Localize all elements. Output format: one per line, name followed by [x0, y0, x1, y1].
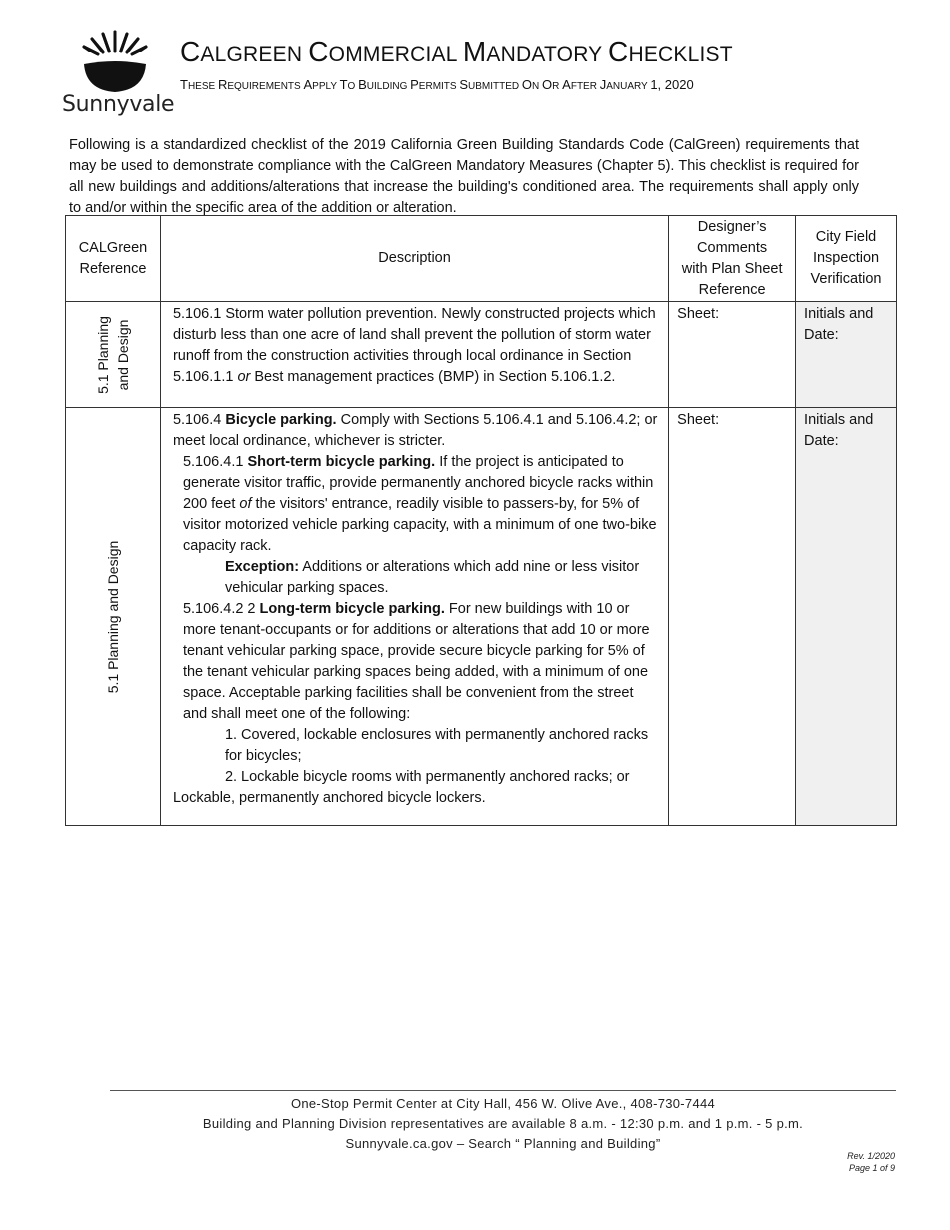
header-description: Description: [160, 216, 668, 302]
title-word: CHECKLIST: [608, 36, 733, 67]
footer-line-1: One-Stop Permit Center at City Hall, 456 W. Olive Ave., 408-730-7444: [290, 1096, 716, 1111]
footer: [110, 1094, 896, 1154]
row-reference: 5.1 Planning and Design: [66, 408, 161, 826]
revision-info: [847, 1150, 895, 1174]
header-comments: Designer’s Comments with Plan Sheet Reference: [669, 216, 796, 302]
header-city-verification: City Field Inspection Verification: [796, 216, 897, 302]
header-reference: CALGreen Reference: [66, 216, 161, 302]
title-word: MANDATORY: [462, 36, 609, 67]
checklist-table: [65, 215, 897, 826]
page-subtitle: THESE REQUIREMENTS APPLY TO BUILDING PERMITS SUBMITTED ON OR AFTER JANUARY 1, 2020: [180, 77, 694, 92]
table-row: [66, 302, 897, 408]
page-title: [180, 36, 733, 68]
intro-paragraph: Following is a standardized checklist of the 2019 California Green Building Standards Code (CalGreen) requirements that may be used to demonstrate compliance with the CalGreen Mandatory Measures (Chapter 5). This checklist is required for all new buildings and additions/alterations that increase the building's conditioned area. The requirements shall apply only to and/or within the specific area of the addition or alteration.: [69, 137, 859, 216]
footer-line-3: Sunnyvale.ca.gov – Search “ Planning and Building”: [345, 1136, 661, 1151]
page-number: Page 1 of 9: [848, 1163, 895, 1173]
designer-comments-field[interactable]: Sheet:: [669, 302, 796, 408]
row-description: 5.106.4 Bicycle parking. Comply with Sections 5.106.4.1 and 5.106.4.2; or meet local ordinance, whichever is stricter. 5.106.4.1 Short-term bicycle parking. If the project is anticipated to generate visitor traffic, provide permanently anchored bicycle racks within 200 feet of the visitors' entrance, readily visible to passers-by, for 5% of visitor motorized vehicle parking capacity, with a minimum of one two-bike capacity rack. Exception: Additions or alterations which add nine or less visitor vehicular parking spaces. 5.106.4.2 2 Long-term bicycle parking. For new buildings with 10 or more tenant-occupants or for additions or alterations that add 10 or more tenant vehicular parking space, provide secure bicycle parking for 5% of the tenant vehicular parking spaces being added, with a minimum of one space. Acceptable parking facilities shall be convenient from the street and shall meet one of the following: 1. Covered, lockable enclosures with permanently anchored racks for bicycles; 2. Lockable bicycle rooms with permanently anchored racks; or Lockable, permanently anchored bicycle lockers.: [160, 408, 668, 826]
revision-date: Rev. 1/2020: [847, 1151, 895, 1161]
footer-divider: [110, 1090, 896, 1091]
city-verification-field[interactable]: Initials and Date:: [796, 302, 897, 408]
row-description: 5.106.1 Storm water pollution prevention. Newly constructed projects which disturb less than one acre of land shall prevent the pollution of storm water runoff from the construction activities through local ordinance in Section 5.106.1.1 or Best management practices (BMP) in Section 5.106.1.2.: [160, 302, 668, 408]
logo-text: Sunnyvale: [62, 92, 175, 117]
city-verification-field[interactable]: Initials and Date:: [796, 408, 897, 826]
row-reference: 5.1 Planning and Design: [66, 302, 161, 408]
title-word: COMMERCIAL: [308, 36, 463, 67]
designer-comments-field[interactable]: Sheet:: [669, 408, 796, 826]
table-header-row: [66, 216, 897, 302]
footer-line-2: Building and Planning Division representatives are available 8 a.m. - 12:30 p.m. and 1 p.m. - 5 p.m.: [202, 1116, 804, 1131]
title-word: CALGREEN: [180, 36, 309, 67]
table-row: [66, 408, 897, 826]
